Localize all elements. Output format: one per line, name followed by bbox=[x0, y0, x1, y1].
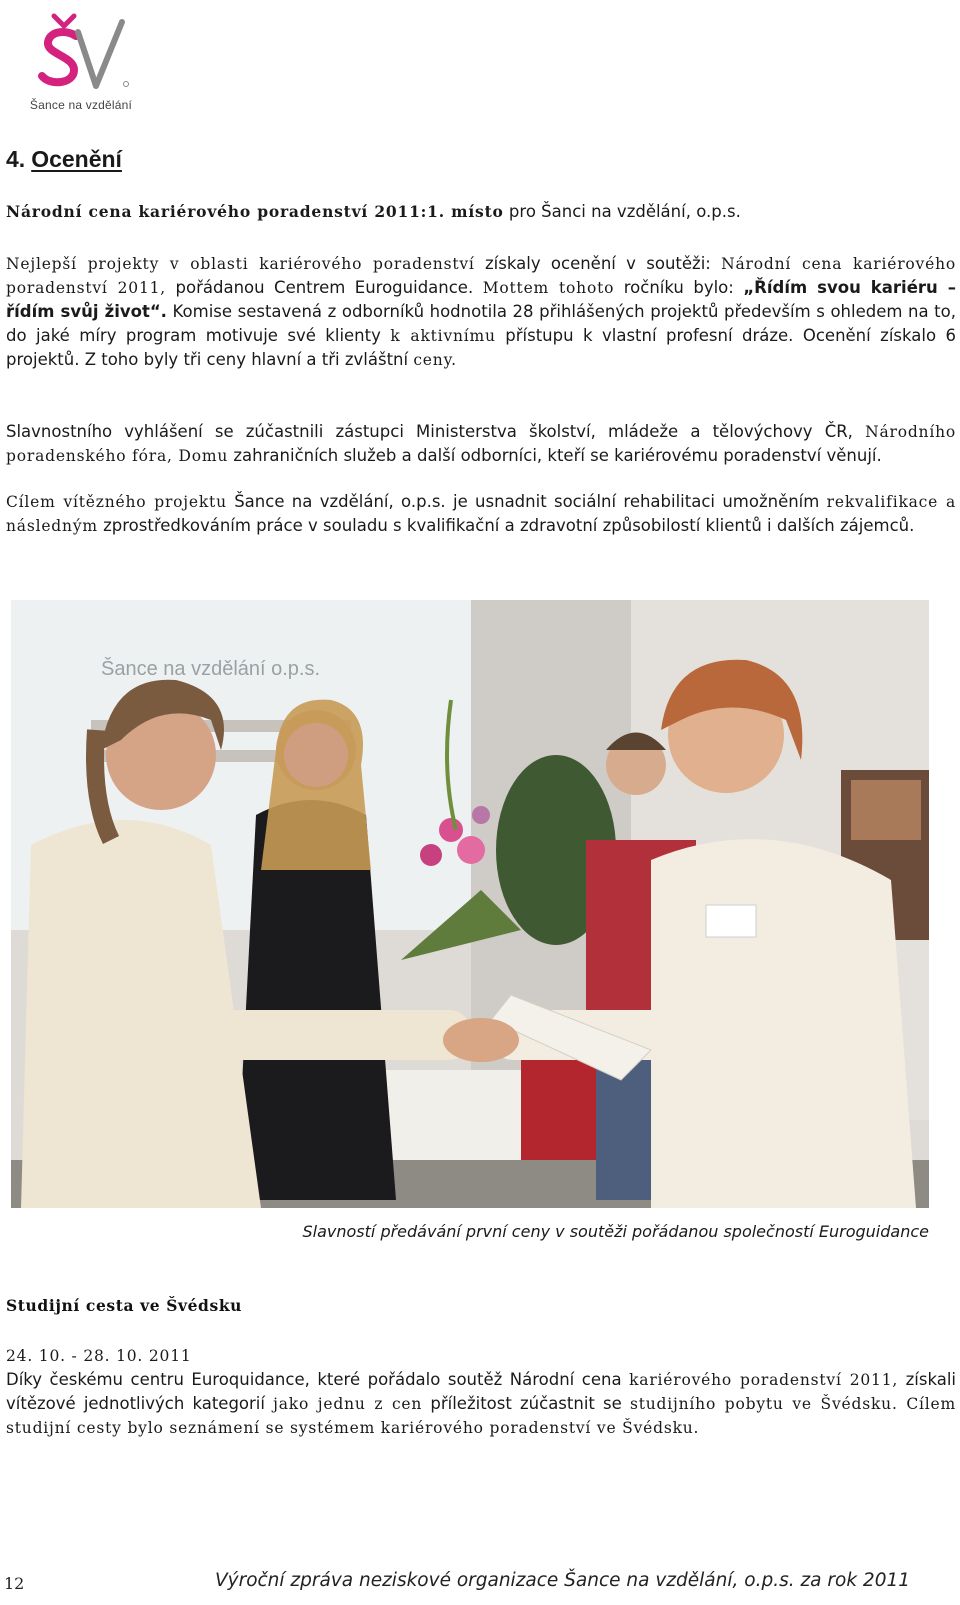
text-run: jako jednu z cen bbox=[273, 1395, 423, 1413]
text-run: pořádanou Centrem Euroguidance. bbox=[166, 278, 483, 297]
text-run: k aktivnímu bbox=[390, 327, 496, 345]
text-run: rekvalifikace a následným bbox=[6, 493, 956, 535]
award-label: Národní cena kariérového poradenství 2011:1. místo bbox=[6, 202, 504, 221]
text-run: Slavnostního vyhlášení se zúčastnili zástupci Ministerstva školství, mládeže a tělovýchovy ČR, bbox=[6, 422, 866, 441]
text-run: získaly ocenění v soutěži: bbox=[474, 254, 722, 273]
trip-dates: 24. 10. - 28. 10. 2011 bbox=[6, 1347, 192, 1365]
section-number: 4. bbox=[6, 146, 26, 172]
text-run: přístupu k vlastní profesní dráze. Ocenění získalo 6 projektů. Z toho byly tři ceny hlavní a tři zvláštní bbox=[6, 326, 956, 369]
text-run: Mottem tohoto bbox=[482, 279, 615, 297]
award-paragraph-3 bbox=[6, 490, 956, 538]
text-run: Komise sestavená z odborníků hodnotila 28 přihlášených projektů především s ohledem na to, do jaké míry program motivuje své klienty bbox=[6, 302, 956, 345]
text-run: zahraničních služeb a další odborníci, kteří se kariérovému poradenství věnují. bbox=[228, 446, 882, 465]
logo-mark-icon bbox=[26, 12, 136, 98]
logo-caption: Šance na vzdělání bbox=[29, 98, 133, 112]
trip-heading: Studijní cesta ve Švédsku bbox=[6, 1296, 243, 1315]
screen-banner-text: Šance na vzdělání o.p.s. bbox=[101, 658, 321, 680]
text-run: Národní cena kariérového poradenství 2011, bbox=[6, 255, 956, 297]
text-run: Šance na vzdělání, o.p.s. je usnadnit sociální rehabilitaci umožněním bbox=[226, 492, 827, 511]
text-run: získali vítězové jednotlivých kategorií bbox=[6, 1370, 956, 1413]
award-line bbox=[6, 200, 956, 224]
text-run: Cílem vítězného projektu bbox=[6, 493, 227, 511]
ceremony-illustration bbox=[11, 600, 929, 1208]
text-run: ročníku bylo: bbox=[614, 278, 744, 297]
award-recipient: pro Šanci na vzdělání, o.p.s. bbox=[503, 202, 741, 221]
organization-logo bbox=[26, 12, 136, 116]
award-motto: „Řídím svou kariéru – řídím svůj život“. bbox=[6, 278, 957, 321]
photo-caption: Slavností předávání první ceny v soutěži pořádanou společností Euroguidance bbox=[302, 1222, 929, 1241]
footer-title: Výroční zpráva neziskové organizace Šance na vzdělání, o.p.s. za rok 2011 bbox=[214, 1570, 910, 1591]
text-run: studijního pobytu ve Švédsku. Cílem studijní cesty bylo seznámení se systémem kariérového poradenství ve Švédsku. bbox=[6, 1395, 956, 1437]
page-number: 12 bbox=[4, 1574, 25, 1593]
trip-paragraph bbox=[6, 1344, 956, 1440]
award-paragraph-2 bbox=[6, 420, 956, 468]
award-paragraph-1 bbox=[6, 252, 956, 372]
section-heading bbox=[6, 146, 122, 173]
text-run: Díky českému centru Euroquidance, které pořádalo soutěž Národní cena bbox=[6, 1370, 630, 1389]
award-ceremony-photo bbox=[11, 600, 929, 1208]
text-run: ceny. bbox=[413, 351, 457, 369]
text-run: kariérového poradenství 2011, bbox=[629, 1371, 899, 1389]
text-run: Národního poradenského fóra, Domu bbox=[6, 423, 956, 465]
section-title: Ocenění bbox=[31, 146, 122, 172]
text-run: zprostředkováním práce v souladu s kvalifikační a zdravotní způsobilostí klientů i dalších zájemců. bbox=[97, 516, 915, 535]
text-run: příležitost zúčastnit se bbox=[422, 1394, 630, 1413]
text-run: Nejlepší projekty v oblasti kariérového poradenství bbox=[6, 255, 475, 273]
